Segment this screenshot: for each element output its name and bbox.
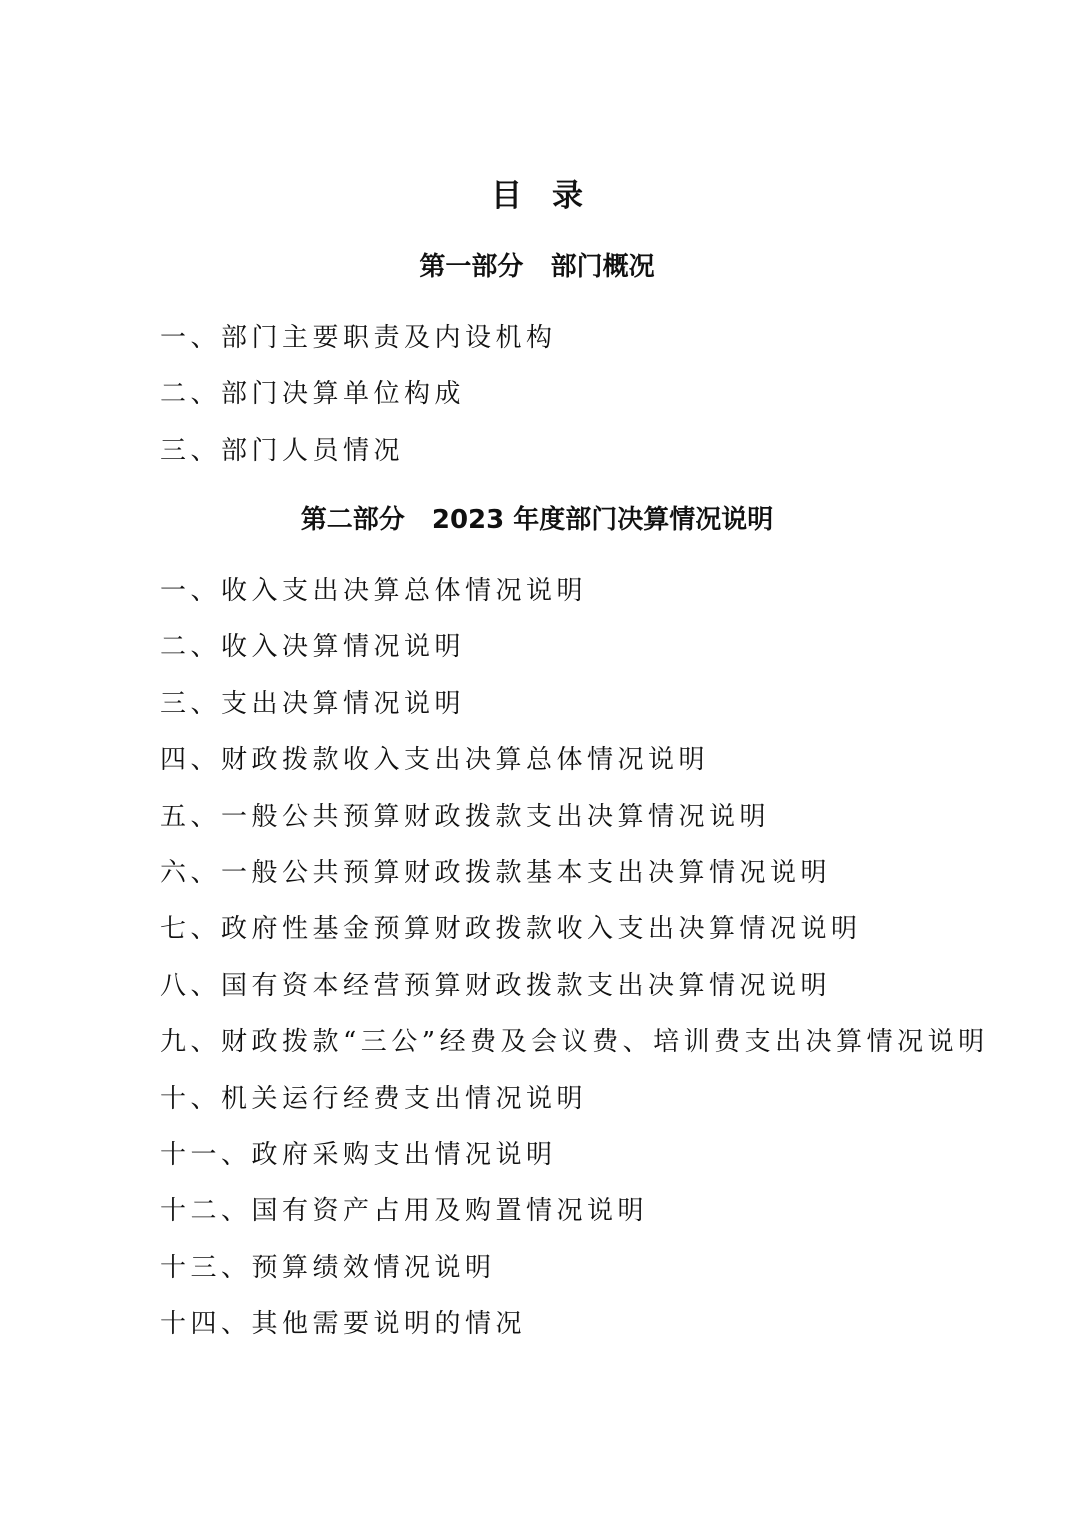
toc-entry[interactable]: 十四、其他需要说明的情况 xyxy=(160,1309,527,1340)
toc-entry[interactable]: 十三、预算绩效情况说明 xyxy=(160,1252,496,1283)
toc-entry[interactable]: 二、收入决算情况说明 xyxy=(160,632,466,663)
toc-entry[interactable]: 七、政府性基金预算财政拨款收入支出决算情况说明 xyxy=(160,914,862,945)
toc-entry[interactable]: 一、部门主要职责及内设机构 xyxy=(160,323,557,353)
toc-title: 目录 xyxy=(491,178,613,214)
toc-entry[interactable]: 二、部门决算单位构成 xyxy=(160,379,466,410)
part-2-heading: 第二部分 2023 年度部门决算情况说明 xyxy=(300,505,774,535)
toc-entry[interactable]: 三、支出决算情况说明 xyxy=(160,688,466,719)
toc-entry[interactable]: 九、财政拨款“三公”经费及会议费、培训费支出决算情况说明 xyxy=(160,1027,989,1058)
toc-entry[interactable]: 五、一般公共预算财政拨款支出决算情况说明 xyxy=(160,801,771,832)
toc-entry[interactable]: 六、一般公共预算财政拨款基本支出决算情况说明 xyxy=(160,857,832,888)
toc-entry[interactable]: 八、国有资本经营预算财政拨款支出决算情况说明 xyxy=(160,970,832,1001)
part-2-toc-list xyxy=(160,571,989,1360)
toc-entry[interactable]: 四、财政拨款收入支出决算总体情况说明 xyxy=(160,745,710,776)
part-1-toc-list xyxy=(160,318,557,487)
toc-entry[interactable]: 十一、政府采购支出情况说明 xyxy=(160,1139,557,1170)
toc-entry[interactable]: 三、部门人员情况 xyxy=(160,435,405,466)
toc-entry[interactable]: 十二、国有资产占用及购置情况说明 xyxy=(160,1196,649,1227)
toc-entry[interactable]: 一、收入支出决算总体情况说明 xyxy=(160,576,588,606)
toc-entry[interactable]: 十、机关运行经费支出情况说明 xyxy=(160,1083,588,1114)
part-1-heading: 第一部分 部门概况 xyxy=(419,252,655,282)
